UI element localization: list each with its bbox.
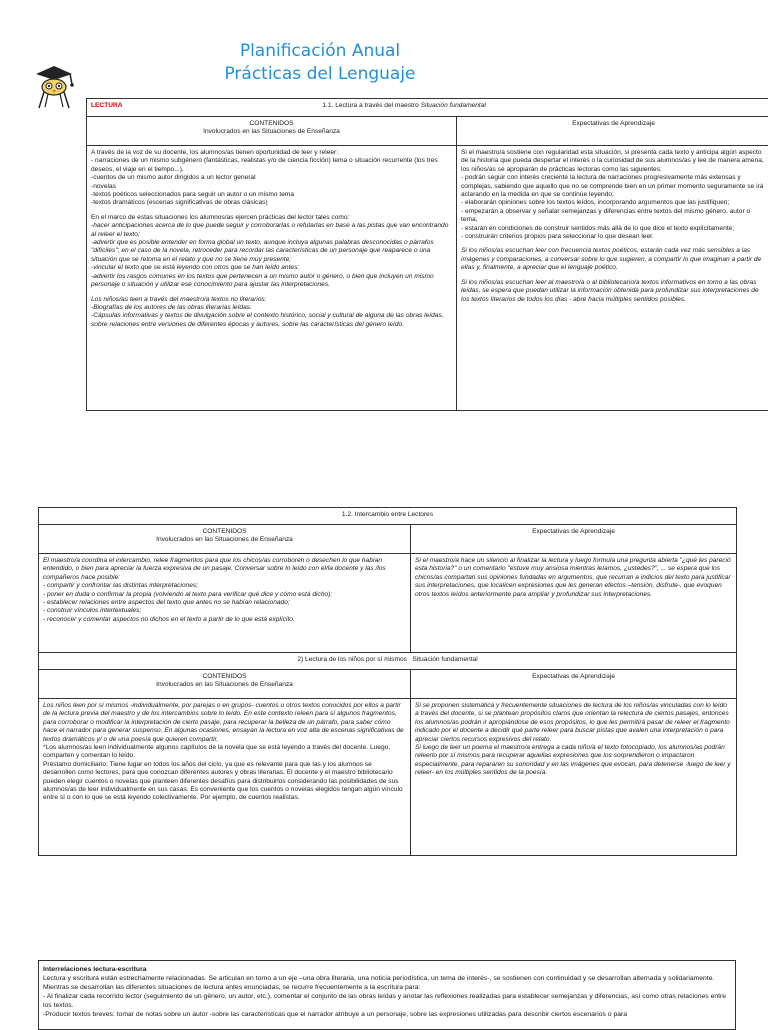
graduate-owl-icon — [30, 60, 78, 110]
document-title — [210, 40, 430, 86]
interrelaciones-title: Interrelaciones lectura-escritura — [43, 965, 731, 974]
lectura-title-row — [87, 99, 768, 117]
lectura-ninos-header-row — [39, 670, 737, 699]
intercambio-header-row — [39, 525, 737, 554]
interrelaciones-box — [38, 960, 736, 1030]
lectura-table — [86, 98, 768, 411]
expectativas-header: Expectativas de Aprendizaje — [457, 117, 768, 146]
lectura-ninos-content-row — [39, 699, 737, 856]
expectativas-cell: Si el maestro/a sostiene con regularidad esta situación, si presenta cada texto y anticipa algún aspecto de la historia que pueda despertar el interés o la curiosidad de sus alumnos/as y lee de manera amena, los niños/as se apropiarán de prácticas lectoras como las siguientes: - podrán seguir con interés creciente la lectura de narraciones progresivamente más extensas y complejas, sabiendo que aquello que no se comprende bien en un primer momento seguramente se irá aclarando en la medida en que se continúe leyendo; - elaborarán opiniones sobre los textos leídos, incorporando argumentos que las justifiquen; - empezarán a observar y señalar semejanzas y diferencias entre textos del mismo género, autor o tema; - estarán en condiciones de construir sentidos más allá de lo que dice el texto explícitamente; - construirán criterios propios para seleccionar lo que desean leer. Si los niños/as escuchan leer con frecuencia textos poéticos, estarán cada vez más sensibles a las imágenes y comparaciones, a conversar sobre lo que sugieren, a compartir lo que imaginan a partir de ellas y, finalmente, a apreciar que el lenguaje poético. Si los niños/as escuchan leer al maestro/a o al bibliotecario/a textos informativos en torno a las obras leídas, se espera que puedan utilizar la información obtenida para profundizar sus interpretaciones de los textos literarios de todos los días - abre hacia múltiples sentidos posibles. — [457, 146, 768, 411]
intercambio-table — [38, 507, 737, 856]
expectativas-cell: Si se proponen sistemática y frecuentemente situaciones de lectura de los niños/as vinculadas con lo leído a través del docente, si se plantean propósitos claros que orientan la relectura de ciertos pasajes, entonces los alumnos/as podrán ir apropiándose de esos propósitos, lo que les permitirá pasar de releer el fragmento indicado por el docente a decidir qué parte releer para buscar pistas que avalen una interpretación o para apreciar ciertos recursos expresivos del relato. Si luego de leer un poema el maestro/a entrega a cada niño/a el texto fotocopiado, los alumnos/as podrán releerlo por sí mismos para recuperar aquellas expresiones que los sorprendieron o impactaron especialmente, para repararen su sonoridad y en las imágenes que evocan, para detenerse -luego de leer y releer- en los múltiples sentidos de la poesía. — [411, 699, 737, 856]
title-line-1: Planificación Anual — [210, 40, 430, 63]
lectura-ninos-title: 2) Lectura de los niños por sí mismos Situación fundamental — [39, 653, 737, 670]
expectativas-cell: Si el maestro/a hace un silencio al finalizar la lectura y luego formula una pregunta abierta "¿qué les pareció esta historia?" o un comentario "estuve muy ansiosa mientras leíamos, ¿ustedes?", ... se espera que los chicos/as compartan sus opiniones fundadas en argumentos, que recurran a indicios del texto para justificar sus interpretaciones, que localicen expresiones que les generan efectos –tensión, disfrute-, que evoquen otros textos leídos anteriormente para ampliar y profundizar sus interpretaciones. — [411, 554, 737, 653]
expectativas-header: Expectativas de Aprendizaje — [411, 670, 737, 699]
contenidos-header: CONTENIDOS Involucrados en las Situaciones de Enseñanza — [87, 117, 457, 146]
contenidos-cell: Los niños leen por sí mismos -individualmente, por parejas o en grupos- cuentos u otros textos conocidos por ellos a partir de la lectura previa del maestro y de los intercambios sobre lo leído. En este contexto releen para sí algunos fragmentos, para corroborar o modificar la interpretación de cierto pasaje, para recuperar la belleza de un párrafo, para saber cómo hace el narrador para generar suspenso. En algunas ocasiones, ensayan la lectura en voz alta de escenas significativas de textos dramáticos y/ o de una poesía que quieren compartir. *Los alumnos/as leen individualmente algunos capítulos de la novela que se está leyendo a través del docente. Luego, comparten y comentan lo leído. Préstamo domiciliario: Tiene lugar en todos los años del ciclo, ya que es relevante para que las y los alumnos se desarrollen como lectores, para que conozcan diferentes autores y obras literarias. El docente y el maestro bibliotecario pueden elegir cuentos o novelas que planteen diferentes desafíos para distribuirlos considerando las posibilidades de sus alumnos/as de leer individualmente en sus casas. Es conveniente que los cuentos o novelas elegidos tengan algún vínculo entre sí o con lo que se está leyendo colectivamente. Por ejemplo, de cuentos realistas. — [39, 699, 411, 856]
lectura-content-row — [87, 146, 768, 411]
intercambio-title: 1.2. Intercambio entre Lectores — [39, 508, 737, 525]
intercambio-content-row — [39, 554, 737, 653]
contenidos-header: CONTENIDOS Involucrados en las Situaciones de Enseñanza — [39, 670, 411, 699]
contenidos-header: CONTENIDOS Involucrados en las Situaciones de Enseñanza — [39, 525, 411, 554]
section-label: LECTURA — [91, 102, 123, 109]
expectativas-header: Expectativas de Aprendizaje — [411, 525, 737, 554]
lectura-ninos-title-row — [39, 653, 737, 670]
interrelaciones-text: Lectura y escritura están estrechamente relacionadas. Se articulan en torno a un eje –una obra literaria, una noticia periodística, un tema de interés-, se sostienen con continuidad y se desarrollan alternada y solidariamente. Mientras se desarrollan las diferentes situaciones de lectura antes enunciadas, se recurre frecuentemente a la escritura para: - Al finalizar cada recorrido lector (seguimiento de un género, un autor, etc.), comentar el conjunto de las obras leídas y anotar las reflexiones realizadas para establecer semejanzas y diferencias, así como otras relaciones entre los textos. -Producir textos breves: tomar de notas sobre un autor -sobre las características que el narrador atribuye a un personaje, sobre las expresiones utilizadas para describir ciertos escenarios o para — [43, 974, 731, 1019]
contenidos-cell: El maestro/a coordina el intercambio, relee fragmentos para que los chicos/as corroboren o desechen lo que habían entendido, o bien para apreciar la fuerza expresiva de un pasaje. Conversar sobre lo leído con el/la docente y las /los compañeros hace posible: - compartir y confrontar las distintas interpretaciones; - poner en duda o confirmar la propia (volviendo al texto para verificar qué dice y cómo está dicho); - establecer relaciones entre aspectos del texto que antes no se habían relacionado; - construir vínculos intertextuales; - reconocer y comentar aspectos no dichos en el texto a partir de lo que está explícito. — [39, 554, 411, 653]
situation-title: 1.1. Lectura a través del maestro Situación fundamental — [322, 102, 486, 109]
intercambio-title-row — [39, 508, 737, 525]
lectura-header-row — [87, 117, 768, 146]
contenidos-cell: A través de la voz de su docente, los alumnos/as tienen oportunidad de leer y releer: - narraciones de un mismo subgénero (fantásticas, realistas y/o de ciencia ficción) tema o situación recurrente (los tres deseos, el viaje en el tiempo...), -cuentos de un mismo autor dirigidos a un lector general -novelas -textos poéticos seleccionados para seguir un autor o un mismo tema -textos dramáticos (escenas significativas de obras clásicas) En el marco de estas situaciones los alumnos/as ejercen prácticas del lector tales como: -hacer anticipaciones acerca de lo que puede seguir y corroborarlas o refutarlas en base a las pistas que van encontrando al releer el texto; -advertir que es posible entender en forma global un texto, aunque incluya algunas palabras desconocidas o párrafos "difíciles"; en el caso de la novela, retroceder para recordar las características de un personaje que reaparece o una situación que se retoma en el relato y que no se tiene muy presente; -vincular el texto que se está leyendo con otros que se han leído antes; -advertir los rasgos comunes en los textos que pertenecen a un mismo autor o género, o bien que incluyen un mismo personaje o situación y utilizar ese conocimiento para ajustar las interpretaciones. Los niños/as leen a través del maestro/a textos no literarios: -Biografías de los autores de las obras literarias leídas. -Cápsulas informativas y textos de divulgación sobre el contexto histórico, social y cultural de alguna de las obras leídas, sobre relaciones entre versiones de diferentes épocas y autores, sobre las características del género leído. — [87, 146, 457, 411]
title-line-2: Prácticas del Lenguaje — [210, 63, 430, 86]
